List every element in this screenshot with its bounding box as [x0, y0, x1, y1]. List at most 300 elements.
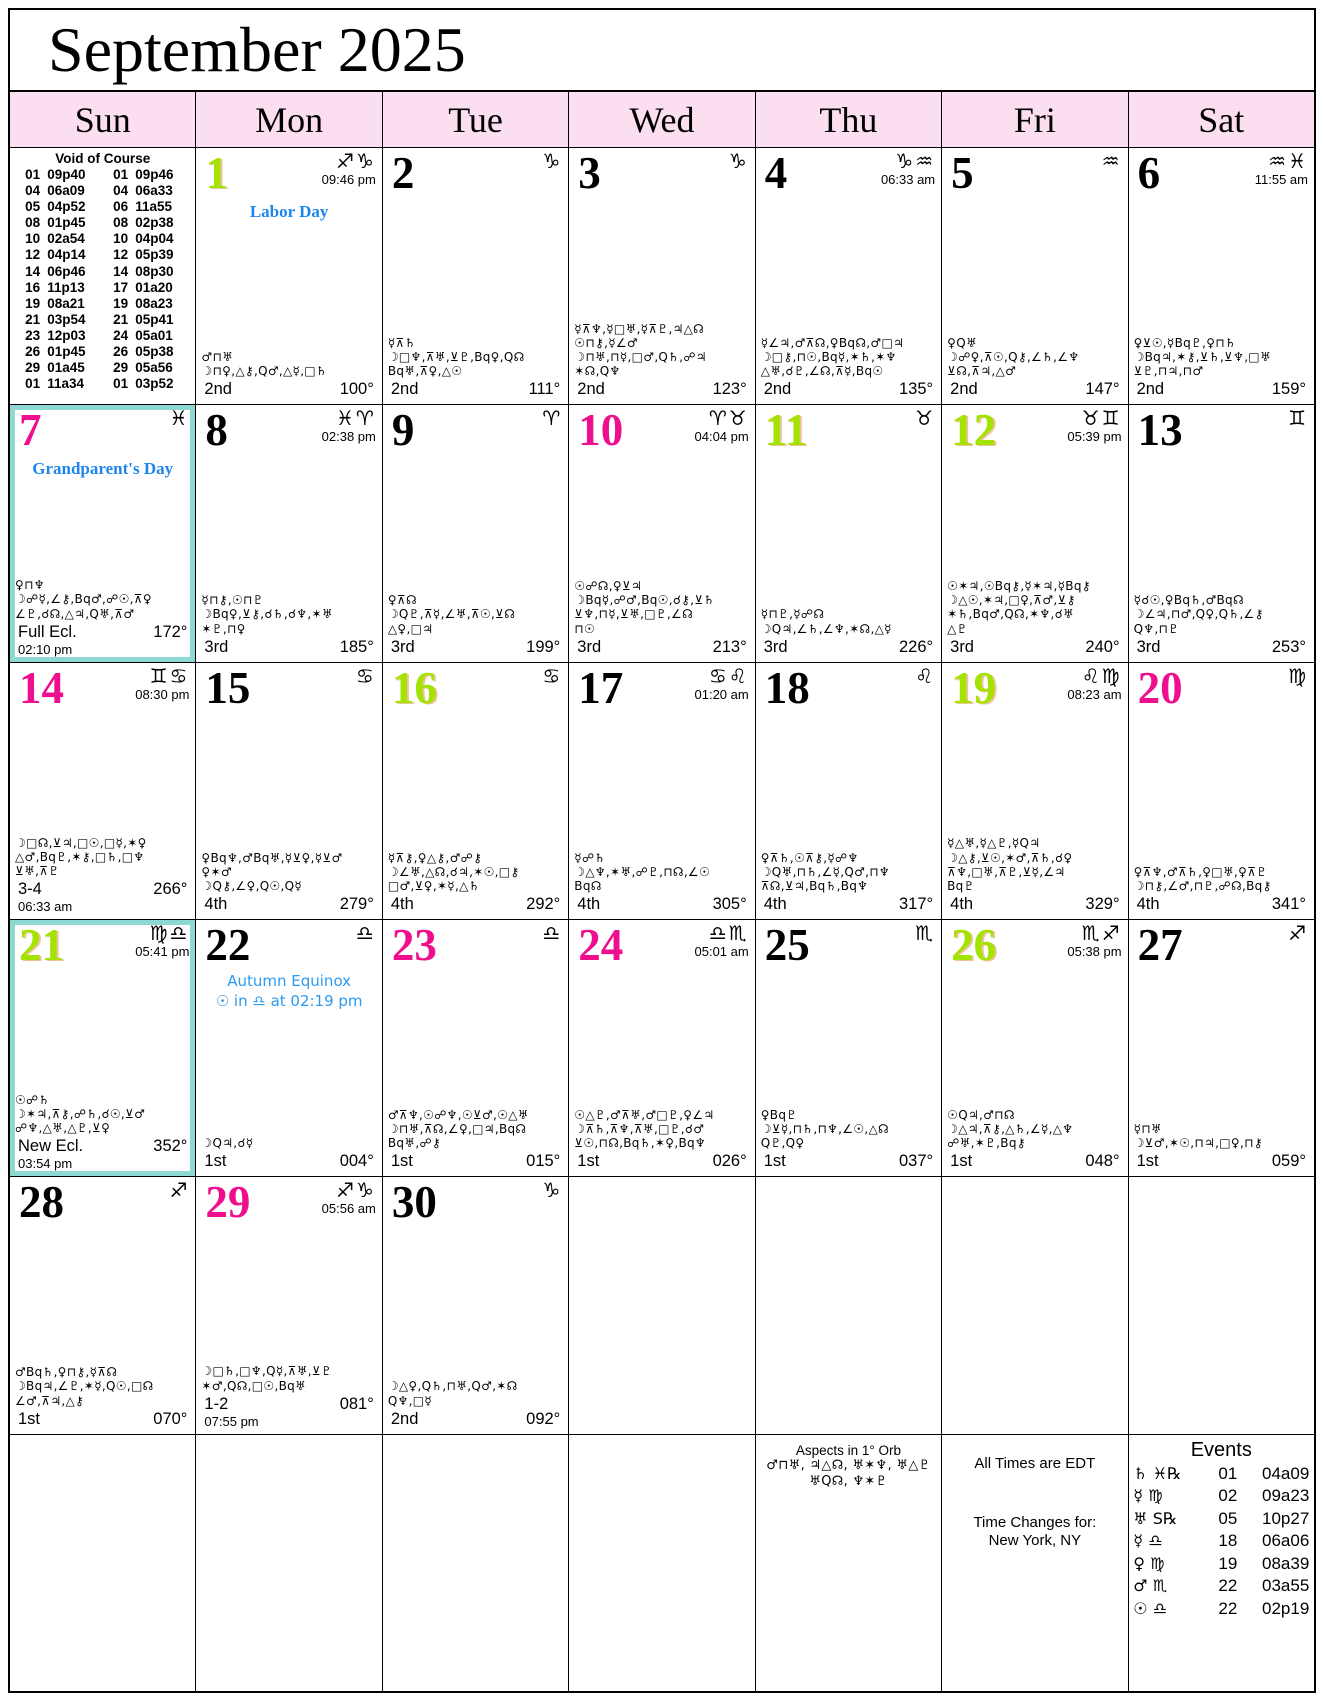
calendar-day-cell [569, 405, 754, 661]
aspect-line: ☽□⚷,⊓☉,Bq☿,✶♄,✶♆ [760, 350, 897, 365]
aspect-list [760, 1108, 937, 1150]
aspect-line: ☿⊼♆,☿□♅,☿⊼♇,♃△☊ [574, 321, 705, 336]
zodiac-sign-icon: ♑ [542, 1178, 563, 1203]
aspect-list [573, 322, 750, 379]
moon-sign-block [1255, 150, 1310, 187]
aspect-line: ☽△⚷,⊻☉,✶♂,⊼♄,☌♀ [947, 850, 1073, 865]
zodiac-sign-icon: ♋ [542, 663, 563, 688]
moon-quarter-label: 4th [390, 895, 414, 913]
moon-phase-row [760, 380, 937, 399]
calendar-day-cell [383, 1177, 568, 1433]
event-row [1133, 1463, 1310, 1486]
day-cell-footer [387, 638, 564, 657]
day-cell-header [200, 407, 377, 455]
sign-ingress-time: 11:55 am [1254, 172, 1308, 187]
moon-sign-block [1102, 150, 1124, 172]
moon-quarter-label: 1st [390, 1152, 413, 1171]
aspect-list [1133, 593, 1310, 635]
sign-ingress-time: 09:46 pm [321, 172, 376, 187]
void-of-course-value: 19 [113, 295, 129, 311]
void-of-course-row [14, 215, 191, 231]
moon-quarter-label: 2nd [950, 380, 978, 399]
void-of-course-value: 06p46 [47, 263, 86, 279]
event-day: 22 [1218, 1598, 1238, 1618]
zodiac-sign-icon: ♐♑ [335, 1178, 376, 1203]
void-of-course-value: 06 [113, 199, 129, 215]
calendar-day-cell [196, 1177, 381, 1433]
moon-sign-block [881, 150, 937, 187]
event-time: 04a09 [1262, 1463, 1310, 1483]
aspect-line: ✶♄,Bq♂,Q☊,✶♆,☌♅ [947, 607, 1075, 622]
zodiac-sign-icon: ♈ [542, 406, 563, 431]
moon-quarter-label: 3rd [950, 637, 974, 656]
aspect-line: ☍♅,✶♇,Bq⚷ [947, 1136, 1026, 1151]
moon-quarter-label: 3rd [204, 637, 229, 656]
void-of-course-value: 12p03 [47, 327, 86, 343]
moon-phase-row [200, 1152, 377, 1171]
void-of-course-value: 01a45 [47, 360, 85, 376]
aspect-line: ✶♇,⊓♀ [201, 621, 246, 636]
sign-ingress-time: 06:33 am [880, 172, 936, 187]
phase-angle-degree: 111° [528, 380, 561, 399]
aspect-line: ☽Q♇,⊼☿,∠♅,⊼☉,⊻☊ [387, 607, 516, 622]
void-of-course-row [14, 264, 191, 280]
event-time: 08a39 [1262, 1553, 1310, 1573]
day-number: 27 [1137, 920, 1183, 970]
all-times-note: All Times are EDT [974, 1454, 1096, 1472]
day-number: 5 [951, 148, 974, 198]
zodiac-sign-icon: ♐♑ [335, 149, 376, 173]
aspect-line: ♂⊓♅ [201, 350, 234, 365]
moon-phase-row [760, 638, 937, 657]
calendar-day-cell [756, 920, 941, 1176]
phase-angle-degree: 147° [1085, 380, 1120, 399]
void-of-course-value: 14 [25, 263, 41, 279]
event-time: 03a55 [1262, 1576, 1310, 1596]
dow-header-sat: Sat [1129, 92, 1314, 147]
day-cell-header [946, 662, 1123, 713]
phase-angle-degree: 123° [712, 380, 747, 399]
day-cell-header [760, 922, 937, 970]
void-of-course-value: 06a33 [135, 183, 173, 199]
moon-quarter-label: 1st [18, 1409, 41, 1428]
event-planet-sign-icon: ♀ ♍ [1133, 1553, 1165, 1573]
day-cell-footer [1133, 638, 1310, 657]
moon-phase-row [387, 638, 564, 657]
quarter-change-time: 03:54 pm [18, 1156, 73, 1172]
phase-angle-degree: 135° [899, 380, 934, 399]
aspect-list [573, 851, 750, 893]
moon-sign-block [1067, 922, 1123, 959]
moon-sign-block [322, 407, 378, 444]
aspect-line: ☽⊻♂,✶☉,⊓♃,□♀,⊓⚷ [1133, 1136, 1263, 1151]
event-day: 01 [1218, 1463, 1238, 1483]
day-cell-header [387, 1179, 564, 1227]
day-number: 30 [391, 1177, 437, 1228]
aspect-line: ☿⊼♄ [387, 335, 416, 350]
empty-cell [10, 1435, 195, 1691]
day-cell-footer [200, 1152, 377, 1171]
calendar-day-cell [196, 663, 381, 919]
phase-angle-degree: 213° [712, 637, 747, 656]
day-cell-header [387, 150, 564, 198]
moon-sign-block [729, 150, 751, 172]
empty-cell [569, 1177, 754, 1433]
void-of-course-value: 03p52 [135, 376, 174, 392]
moon-phase-row [14, 1137, 191, 1156]
void-of-course-row [14, 167, 191, 183]
moon-quarter-label: 1st [950, 1152, 973, 1171]
void-of-course-row [14, 231, 191, 247]
quarter-change-time: 06:33 am [18, 899, 73, 914]
phase-angle-degree: 015° [526, 1152, 561, 1171]
moon-sign-block [1288, 407, 1310, 429]
event-day: 02 [1218, 1486, 1238, 1506]
holiday-label: Grandparent's Day [32, 459, 174, 479]
event-row [1133, 1575, 1310, 1598]
event-planet-sign-icon: ☿ ♍ [1133, 1486, 1163, 1506]
moon-sign-block [542, 150, 564, 172]
aspect-line: ⊻♇,⊓♃,⊓♂ [1133, 364, 1204, 379]
calendar-day-cell [569, 663, 754, 919]
dow-header-fri: Fri [942, 92, 1127, 147]
void-of-course-value: 10 [113, 231, 129, 247]
void-of-course-value: 12 [25, 247, 41, 263]
calendar-day-cell [196, 405, 381, 661]
moon-phase-row [200, 380, 377, 399]
aspect-line: ☿∠♃,♂⊼☊,♀Bq☊,♂□♃ [760, 335, 905, 350]
aspect-list [573, 579, 750, 636]
void-of-course-row [14, 344, 191, 360]
moon-sign-block [169, 407, 191, 429]
sign-ingress-time: 04:04 pm [694, 429, 749, 445]
calendar-day-cell [569, 148, 754, 404]
aspect-list [200, 851, 377, 893]
phase-angle-degree: 004° [339, 1152, 374, 1171]
day-cell-footer [387, 1152, 564, 1171]
aspect-line: ☽☍♀,⊼☉,Q⚷,∠♄,∠♆ [947, 350, 1080, 365]
aspect-line: ☽△♆,✶♅,☍♇,⊓☊,∠☉ [574, 864, 711, 879]
day-cell-footer [200, 380, 377, 399]
moon-quarter-label: 3rd [1136, 637, 1161, 656]
day-number: 11 [764, 405, 808, 456]
day-cell-footer [760, 895, 937, 914]
calendar-day-cell [10, 1177, 195, 1433]
time-changes-note [946, 1514, 1123, 1552]
moon-phase-row [14, 880, 191, 899]
empty-cell [569, 1435, 754, 1691]
void-of-course-value: 11a55 [135, 199, 172, 215]
void-of-course-value: 01 [113, 376, 129, 392]
aspect-line: ⊻♆,⊓☿,⊻♅,□♇,∠☊ [574, 607, 694, 622]
calendar-day-cell [756, 663, 941, 919]
equinox-note-line: ☉ in ♎ at 02:19 pm [215, 991, 363, 1010]
event-row [1133, 1508, 1310, 1531]
aspect-line: ♀⊼♄,☉⊼⚷,☿☍♆ [760, 850, 859, 865]
moon-quarter-label: 2nd [1136, 380, 1165, 399]
aspect-line: □♂,⊻♀,✶☿,△♄ [387, 878, 480, 893]
empty-cell [196, 1435, 381, 1691]
phase-angle-degree: 341° [1271, 895, 1306, 913]
time-changes-line: Time Changes for: [973, 1513, 1097, 1531]
aspect-line: ♀⊻☉,☿Bq♇,♀⊓♄ [1133, 335, 1237, 350]
day-cell-footer [200, 638, 377, 657]
moon-quarter-label: 4th [577, 895, 601, 913]
aspects-in-orb-lines [760, 1458, 937, 1491]
aspect-line: ☽△♀,Q♄,⊓♅,Q♂,✶☊ [387, 1379, 518, 1394]
day-number: 13 [1137, 405, 1183, 456]
aspect-line: ♀⊼♆,♂⊼♄,♀□♅,♀⊼♇ [1133, 864, 1268, 879]
moon-phase-row [573, 895, 750, 914]
moon-quarter-label: 2nd [577, 380, 605, 399]
calendar-day-cell [10, 405, 195, 661]
holiday-label: Labor Day [249, 202, 329, 221]
moon-phase-row [1133, 1152, 1310, 1171]
moon-quarter-label: 3rd [390, 637, 415, 656]
moon-sign-block [322, 1179, 378, 1216]
moon-quarter-label: 1st [1136, 1152, 1159, 1171]
moon-phase-row [573, 380, 750, 399]
aspect-line: ☉☍♄ [15, 1092, 50, 1107]
zodiac-sign-icon: ♎ [355, 921, 376, 945]
day-cell-footer [14, 880, 191, 914]
aspect-line: ☿△♅,☿△♇,☿Q♃ [947, 836, 1041, 851]
void-of-course-row [14, 296, 191, 312]
day-cell-footer [200, 895, 377, 914]
void-of-course-value: 26 [25, 344, 41, 360]
day-number: 16 [391, 662, 437, 713]
void-of-course-value: 03p54 [47, 311, 86, 327]
void-of-course-value: 08a23 [135, 295, 173, 311]
zodiac-sign-icon: ♑♒ [895, 149, 936, 173]
day-cell-header [14, 1179, 191, 1227]
aspect-line: Q♆,⊓♇ [1133, 621, 1180, 636]
void-of-course-row [14, 376, 191, 392]
sign-ingress-time: 01:20 am [694, 686, 749, 702]
calendar-day-cell [942, 920, 1127, 1176]
zodiac-sign-icon: ♑ [542, 149, 563, 173]
aspect-list [760, 336, 937, 378]
aspect-list [387, 336, 564, 378]
zodiac-sign-icon: ♌ [915, 663, 936, 688]
moon-quarter-label: 3rd [763, 637, 788, 656]
aspect-line: Q♆,□☿ [387, 1393, 433, 1408]
aspect-line: △♀,□♃ [387, 621, 434, 636]
day-cell-footer [387, 895, 564, 914]
aspect-list [200, 350, 377, 378]
calendar-day-cell [10, 663, 195, 919]
aspect-line: Q♇,Q♀ [760, 1136, 805, 1151]
aspect-list [387, 1108, 564, 1150]
day-number: 3 [578, 148, 601, 198]
moon-sign-block [1288, 922, 1310, 944]
void-of-course-value: 04p14 [47, 247, 86, 263]
void-of-course-value: 04 [113, 183, 129, 199]
aspect-list [760, 607, 937, 635]
day-number: 4 [764, 148, 788, 198]
aspect-line: ⊼♆,□♅,⊼♇,⊻☿,∠♃ [947, 864, 1066, 879]
void-of-course-value: 17 [113, 279, 129, 295]
day-cell-header [387, 922, 564, 970]
calendar-day-cell [1129, 405, 1314, 661]
aspect-line: ☽⊼♄,⊼♆,⊼♅,□♇,☌♂ [574, 1122, 705, 1137]
aspect-line: ♀Bq♇ [760, 1107, 798, 1122]
day-number: 8 [205, 405, 228, 456]
phase-angle-degree: 279° [339, 895, 374, 913]
aspect-line: ☉⊓⚷,☿∠♂ [574, 335, 638, 350]
void-of-course-value: 01a20 [135, 279, 173, 295]
zodiac-sign-icon: ♎ [542, 921, 563, 945]
event-day: 19 [1218, 1553, 1238, 1573]
aspect-line: ♀Q♅ [947, 335, 978, 350]
day-cell-header [760, 662, 937, 713]
day-cell-footer [946, 638, 1123, 657]
day-cell-footer [760, 638, 937, 657]
day-number: 9 [391, 405, 415, 456]
void-of-course-value: 09p40 [47, 167, 86, 182]
calendar-day-cell [196, 920, 381, 1176]
phase-angle-degree: 159° [1271, 380, 1306, 399]
aspects-in-orb-title: Aspects in 1° Orb [795, 1442, 902, 1458]
day-cell-header [760, 407, 937, 455]
dow-header-sun: Sun [10, 92, 195, 147]
zodiac-sign-icon: ♎♏ [708, 921, 749, 945]
events-panel [1129, 1435, 1314, 1691]
aspect-line: ⊻☊,⊼♃,△♂ [947, 364, 1017, 379]
moon-quarter-label: 1st [577, 1152, 600, 1171]
phase-angle-degree: 081° [339, 1394, 374, 1413]
moon-sign-block [356, 665, 378, 687]
day-number: 21 [19, 920, 64, 970]
phase-angle-degree: 059° [1271, 1152, 1306, 1171]
calendar-day-cell [196, 148, 381, 404]
aspect-line: ♀⊓♆ [15, 578, 45, 593]
day-cell-footer [200, 1395, 377, 1429]
calendar-day-cell [383, 148, 568, 404]
aspect-line: ☿⊓♇,☿☍☊ [760, 607, 825, 622]
moon-sign-block [135, 922, 191, 959]
day-of-week-header-row [10, 92, 1314, 148]
aspect-line: ♂⊼♆,☉☍♆,☉⊻♂,☉△♅ [387, 1107, 529, 1122]
phase-angle-degree: 185° [339, 637, 374, 656]
page-title: September 2025 [10, 10, 1314, 92]
void-of-course-value: 02p38 [135, 215, 174, 231]
equinox-note [200, 972, 377, 1011]
moon-sign-block [1288, 665, 1310, 687]
day-cell-footer [14, 1137, 191, 1171]
aspect-line: Bq♅,⊼♀,△☉ [387, 364, 463, 379]
moon-sign-block [542, 407, 564, 429]
aspect-list [946, 836, 1123, 893]
day-cell-header [387, 662, 564, 713]
quarter-change-time: 02:10 pm [18, 641, 73, 657]
moon-phase-row [573, 1152, 750, 1171]
event-day: 05 [1218, 1508, 1238, 1528]
event-row [1133, 1530, 1310, 1553]
day-cell-footer [387, 1410, 564, 1429]
day-number: 17 [578, 662, 624, 713]
day-number: 28 [19, 1177, 64, 1228]
void-of-course-row [14, 360, 191, 376]
moon-phase-row [387, 1152, 564, 1171]
day-cell-footer [1133, 380, 1310, 399]
day-cell-footer [1133, 895, 1310, 914]
aspect-list [14, 578, 191, 620]
moon-sign-block [695, 922, 751, 959]
aspect-line: ☿☌☉,♀Bq♄,♂Bq☊ [1133, 593, 1244, 608]
calendar-day-cell [1129, 148, 1314, 404]
aspect-line: ☿☍♄ [574, 850, 606, 865]
aspect-list [760, 851, 937, 893]
calendar-day-cell [942, 663, 1127, 919]
day-cell-header [14, 407, 191, 455]
aspects-in-orb-legend [756, 1435, 941, 1691]
void-of-course-row [14, 312, 191, 328]
aspect-line: ∠♂,⊼♃,△⚷ [15, 1393, 85, 1408]
void-of-course-value: 05a01 [135, 327, 173, 343]
moon-phase-row [573, 638, 750, 657]
day-cell-header [573, 662, 750, 713]
aspect-list [14, 1365, 191, 1407]
day-number: 22 [205, 920, 251, 970]
day-cell-footer [946, 380, 1123, 399]
void-of-course-value: 10 [25, 231, 41, 247]
event-time: 10p27 [1262, 1508, 1310, 1528]
day-cell-header [946, 150, 1123, 198]
aspect-line: ☽⊓♅,⊓☿,□♂,Q♄,☍♃ [574, 350, 707, 365]
void-of-course-value: 24 [113, 327, 129, 343]
moon-quarter-label: 4th [950, 895, 974, 913]
moon-quarter-label: 1st [204, 1152, 227, 1171]
moon-quarter-label: 2nd [390, 1409, 419, 1428]
day-cell-header [946, 407, 1123, 455]
moon-quarter-label: 2nd [390, 380, 419, 399]
aspect-line: △♇ [947, 621, 968, 636]
aspect-line: ☽Bq☿,☍♂,Bq☉,☌⚷,⊻♄ [574, 593, 715, 608]
phase-angle-degree: 037° [899, 1152, 934, 1171]
aspect-list [946, 336, 1123, 378]
event-planet-sign-icon: ☉ ♎ [1133, 1598, 1168, 1618]
day-cell-footer [760, 1152, 937, 1171]
zodiac-sign-icon: ♍♎ [149, 921, 190, 945]
day-cell-header [200, 1179, 377, 1227]
event-row [1133, 1598, 1310, 1621]
void-of-course-value: 01 [25, 167, 41, 182]
moon-quarter-label: 4th [204, 895, 228, 913]
zodiac-sign-icon: ♓♈ [335, 406, 376, 431]
aspect-line: ☍♆,△♅,△♇,⊻♀ [15, 1121, 111, 1136]
moon-sign-block [915, 665, 937, 687]
calendar-day-cell [942, 148, 1127, 404]
aspect-line: ⊻♅,⊼♇ [15, 863, 60, 878]
day-cell-header [200, 662, 377, 713]
event-time: 06a06 [1262, 1531, 1310, 1551]
day-cell-footer [14, 623, 191, 657]
phase-angle-degree: 070° [153, 1409, 188, 1428]
calendar-day-cell [942, 405, 1127, 661]
phase-angle-degree: 240° [1085, 637, 1120, 656]
sign-ingress-time: 05:01 am [694, 944, 749, 959]
moon-sign-block [356, 922, 378, 944]
moon-quarter-label: New Ecl. [18, 1137, 84, 1156]
void-of-course-value: 16 [25, 279, 41, 295]
phase-angle-degree: 329° [1085, 895, 1120, 913]
day-cell-header [1133, 407, 1310, 455]
moon-phase-row [760, 895, 937, 914]
void-of-course-value: 02a54 [47, 231, 85, 247]
zodiac-sign-icon: ♏ [915, 921, 936, 945]
phase-angle-degree: 100° [339, 380, 374, 399]
